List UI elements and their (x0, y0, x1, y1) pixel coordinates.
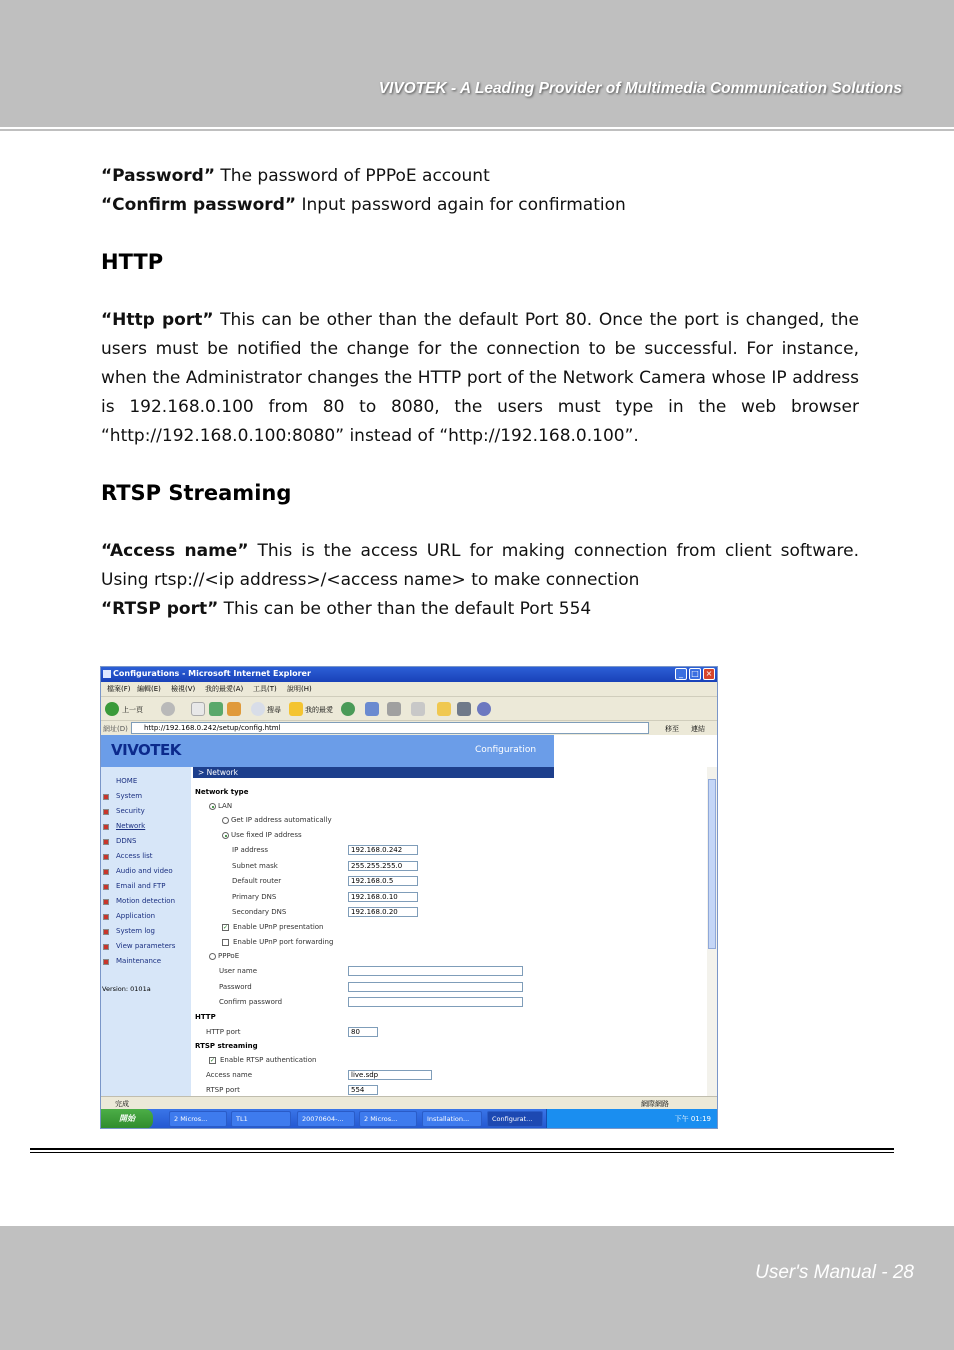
user-name-label: User name (219, 967, 258, 975)
folder-icon[interactable] (437, 702, 451, 716)
page-number: User's Manual - 28 (755, 1262, 914, 1283)
default-router-input[interactable]: 192.168.0.5 (348, 876, 418, 886)
home-icon[interactable] (227, 702, 241, 716)
upnp-forwarding-checkbox[interactable] (222, 939, 229, 946)
access-name-term: “Access name” (101, 541, 249, 561)
start-button[interactable]: 開始 (101, 1109, 153, 1129)
lan-label: LAN (218, 802, 233, 810)
sidebar-item-security[interactable]: Security (116, 807, 145, 815)
http-port-desc: This can be other than the default Port 80. Once the port is changed, the users must be notified the change for the connection to be successful. For instance, when the Administrator changes the HTTP port of the Network Camera whose IP address is 192.168.0.100 from 80 to 8080, the users must type in the web browser “http://192.168.0.100:8080” instead of “http://192.168.0.100”. (101, 310, 859, 446)
bottom-rule-thin (30, 1152, 894, 1153)
expand-icon[interactable] (103, 899, 109, 905)
links-button[interactable]: 連結 (691, 725, 705, 733)
sidebar-item-email-ftp[interactable]: Email and FTP (116, 882, 166, 890)
rtsp-auth-checkbox[interactable]: ✓ (210, 1057, 216, 1064)
taskbar-item[interactable]: 20070604-... (297, 1111, 355, 1127)
secondary-dns-input[interactable]: 192.168.0.20 (348, 907, 418, 917)
fixed-ip-radio[interactable] (222, 832, 229, 839)
menu-favorites[interactable]: 我的最愛(A) (205, 685, 244, 693)
expand-icon[interactable] (103, 824, 109, 830)
vertical-scrollbar[interactable] (707, 767, 717, 1096)
access-name-label: Access name (206, 1071, 253, 1079)
sidebar-item-system[interactable]: System (116, 792, 143, 800)
upnp-presentation-checkbox[interactable]: ✓ (223, 924, 229, 931)
confirm-password-label: Confirm password (219, 998, 283, 1006)
favorites-label[interactable]: 我的最愛 (305, 706, 333, 714)
mail-icon[interactable] (365, 702, 379, 716)
http-port-input[interactable]: 80 (348, 1027, 378, 1037)
refresh-icon[interactable] (209, 702, 223, 716)
status-zone: 網際網路 (641, 1100, 669, 1108)
auto-ip-radio[interactable] (222, 817, 229, 824)
header-divider (0, 124, 954, 127)
ie-icon (103, 670, 111, 678)
rtsp-port-label: RTSP port (206, 1086, 240, 1094)
window-title: Configurations - Microsoft Internet Explorer (113, 669, 311, 678)
search-label[interactable]: 搜尋 (267, 706, 281, 714)
forward-icon[interactable] (161, 702, 175, 716)
taskbar (101, 1109, 717, 1129)
expand-icon[interactable] (103, 794, 109, 800)
password-term: “Password” (101, 166, 215, 186)
primary-dns-input[interactable]: 192.168.0.10 (348, 892, 418, 902)
status-bar (101, 1096, 717, 1110)
sidebar-item-application[interactable]: Application (116, 912, 156, 920)
menu-edit[interactable]: 編輯(E) (137, 685, 161, 693)
http-section-label: HTTP (195, 1013, 216, 1021)
password-desc: The password of PPPoE account (215, 166, 490, 186)
confirm-password-desc: Input password again for confirmation (296, 195, 626, 215)
taskbar-item[interactable]: Installation... (422, 1111, 482, 1127)
pppoe-password-input[interactable] (348, 982, 523, 992)
address-bar (101, 720, 717, 736)
access-name-desc: This is the access URL for making connection from client software. Using rtsp://<ip address>/<access name> to make connection (101, 541, 860, 590)
menu-file[interactable]: 檔案(F) (107, 685, 131, 693)
section-header (193, 767, 554, 778)
maximize-button[interactable]: □ (689, 668, 701, 680)
address-value: http://192.168.0.242/setup/config.html (144, 724, 281, 732)
rtsp-heading: RTSP Streaming (101, 481, 292, 505)
expand-icon[interactable] (103, 884, 109, 890)
auto-ip-label: Get IP address automatically (231, 816, 332, 824)
upnp-presentation-label: Enable UPnP presentation (233, 923, 324, 931)
stop-icon[interactable] (191, 702, 205, 716)
network-type-label: Network type (195, 788, 249, 796)
favorites-icon[interactable] (289, 702, 303, 716)
back-label[interactable]: 上一頁 (122, 706, 143, 714)
pppoe-radio[interactable] (209, 953, 216, 960)
toolbar (101, 696, 717, 721)
access-name-paragraph (101, 537, 859, 595)
search-icon[interactable] (251, 702, 265, 716)
confirm-password-paragraph (101, 191, 859, 220)
pppoe-label: PPPoE (218, 952, 240, 960)
header-tagline: VIVOTEK - A Leading Provider of Multimedia Communication Solutions (378, 80, 902, 97)
bottom-rule (30, 1148, 894, 1150)
sidebar-item-maintenance[interactable]: Maintenance (116, 957, 162, 965)
back-icon[interactable] (105, 702, 119, 716)
expand-icon[interactable] (103, 809, 109, 815)
sidebar-item-motion[interactable]: Motion detection (116, 897, 176, 905)
logo-band (101, 735, 554, 767)
clock: 下午 01:19 (674, 1115, 711, 1123)
expand-icon[interactable] (103, 914, 109, 920)
system-tray (546, 1109, 717, 1129)
lan-radio[interactable] (209, 803, 216, 810)
secondary-dns-label: Secondary DNS (232, 908, 287, 916)
rtsp-auth-label: Enable RTSP authentication (220, 1056, 317, 1064)
close-button[interactable]: × (703, 668, 715, 680)
expand-icon[interactable] (103, 944, 109, 950)
ip-address-label: IP address (232, 846, 269, 854)
confirm-password-input[interactable] (348, 997, 523, 1007)
minimize-button[interactable]: _ (675, 668, 687, 680)
rtsp-port-desc: This can be other than the default Port 554 (218, 599, 592, 619)
address-label: 網址(D) (103, 725, 128, 733)
page-footer (0, 1226, 954, 1350)
expand-icon[interactable] (103, 959, 109, 965)
http-heading: HTTP (101, 250, 164, 274)
config-page (101, 735, 717, 1096)
ip-address-input[interactable]: 192.168.0.242 (348, 845, 418, 855)
password-paragraph (101, 162, 859, 191)
print-icon[interactable] (387, 702, 401, 716)
fixed-ip-label: Use fixed IP address (231, 831, 302, 839)
expand-icon[interactable] (103, 839, 109, 845)
subnet-mask-input[interactable]: 255.255.255.0 (348, 861, 418, 871)
address-input[interactable] (131, 722, 649, 734)
sidebar-item-audio-video[interactable]: Audio and video (116, 867, 173, 875)
menu-tools[interactable]: 工具(T) (253, 685, 277, 693)
menu-view[interactable]: 檢視(V) (171, 685, 196, 693)
http-port-term: “Http port” (101, 310, 214, 330)
tool-icon[interactable] (457, 702, 471, 716)
sidebar-item-view-parameters[interactable]: View parameters (116, 942, 176, 950)
taskbar-item[interactable]: TL1 (231, 1111, 291, 1127)
primary-dns-label: Primary DNS (232, 893, 277, 901)
menu-help[interactable]: 說明(H) (287, 685, 312, 693)
header-divider-thin (0, 129, 954, 131)
http-port-paragraph (101, 306, 859, 451)
pppoe-password-label: Password (219, 983, 252, 991)
rtsp-port-paragraph (101, 595, 859, 624)
window-titlebar (101, 667, 717, 682)
sidebar-item-ddns[interactable]: DDNS (116, 837, 137, 845)
menu-bar (101, 682, 717, 696)
page-header (0, 0, 954, 124)
upnp-forwarding-label: Enable UPnP port forwarding (233, 938, 334, 946)
go-button[interactable]: 移至 (665, 725, 679, 733)
browser-screenshot (100, 666, 718, 1129)
taskbar-item[interactable]: 2 Micros... (169, 1111, 227, 1127)
rtsp-section-label: RTSP streaming (195, 1042, 258, 1050)
expand-icon[interactable] (103, 869, 109, 875)
sidebar-item-access-list[interactable]: Access list (116, 852, 153, 860)
edit-icon[interactable] (411, 702, 425, 716)
configuration-title: Configuration (475, 745, 537, 755)
messenger-icon[interactable] (477, 702, 491, 716)
expand-icon[interactable] (103, 929, 109, 935)
section-title: > Network (198, 768, 238, 777)
rtsp-port-term: “RTSP port” (101, 599, 219, 619)
sidebar-item-system-log[interactable]: System log (116, 927, 155, 935)
taskbar-item-active[interactable]: Configurat... (487, 1111, 543, 1127)
status-done: 完成 (115, 1100, 129, 1108)
sidebar-item-network[interactable]: Network (116, 822, 146, 830)
media-icon[interactable] (341, 702, 355, 716)
confirm-password-term: “Confirm password” (101, 195, 297, 215)
access-name-input[interactable]: live.sdp (348, 1070, 432, 1080)
scrollbar-thumb[interactable] (708, 779, 716, 949)
default-router-label: Default router (232, 877, 282, 885)
expand-icon[interactable] (103, 854, 109, 860)
vivotek-logo: VIVOTEK (111, 741, 181, 759)
user-name-input[interactable] (348, 966, 523, 976)
http-port-label: HTTP port (206, 1028, 241, 1036)
subnet-mask-label: Subnet mask (232, 862, 278, 870)
rtsp-port-input[interactable]: 554 (348, 1085, 378, 1095)
sidebar (101, 767, 191, 1096)
sidebar-item-home[interactable]: HOME (116, 777, 138, 785)
taskbar-item[interactable]: 2 Micros... (359, 1111, 417, 1127)
version-label: Version: 0101a (102, 985, 151, 993)
network-form (193, 778, 703, 1096)
